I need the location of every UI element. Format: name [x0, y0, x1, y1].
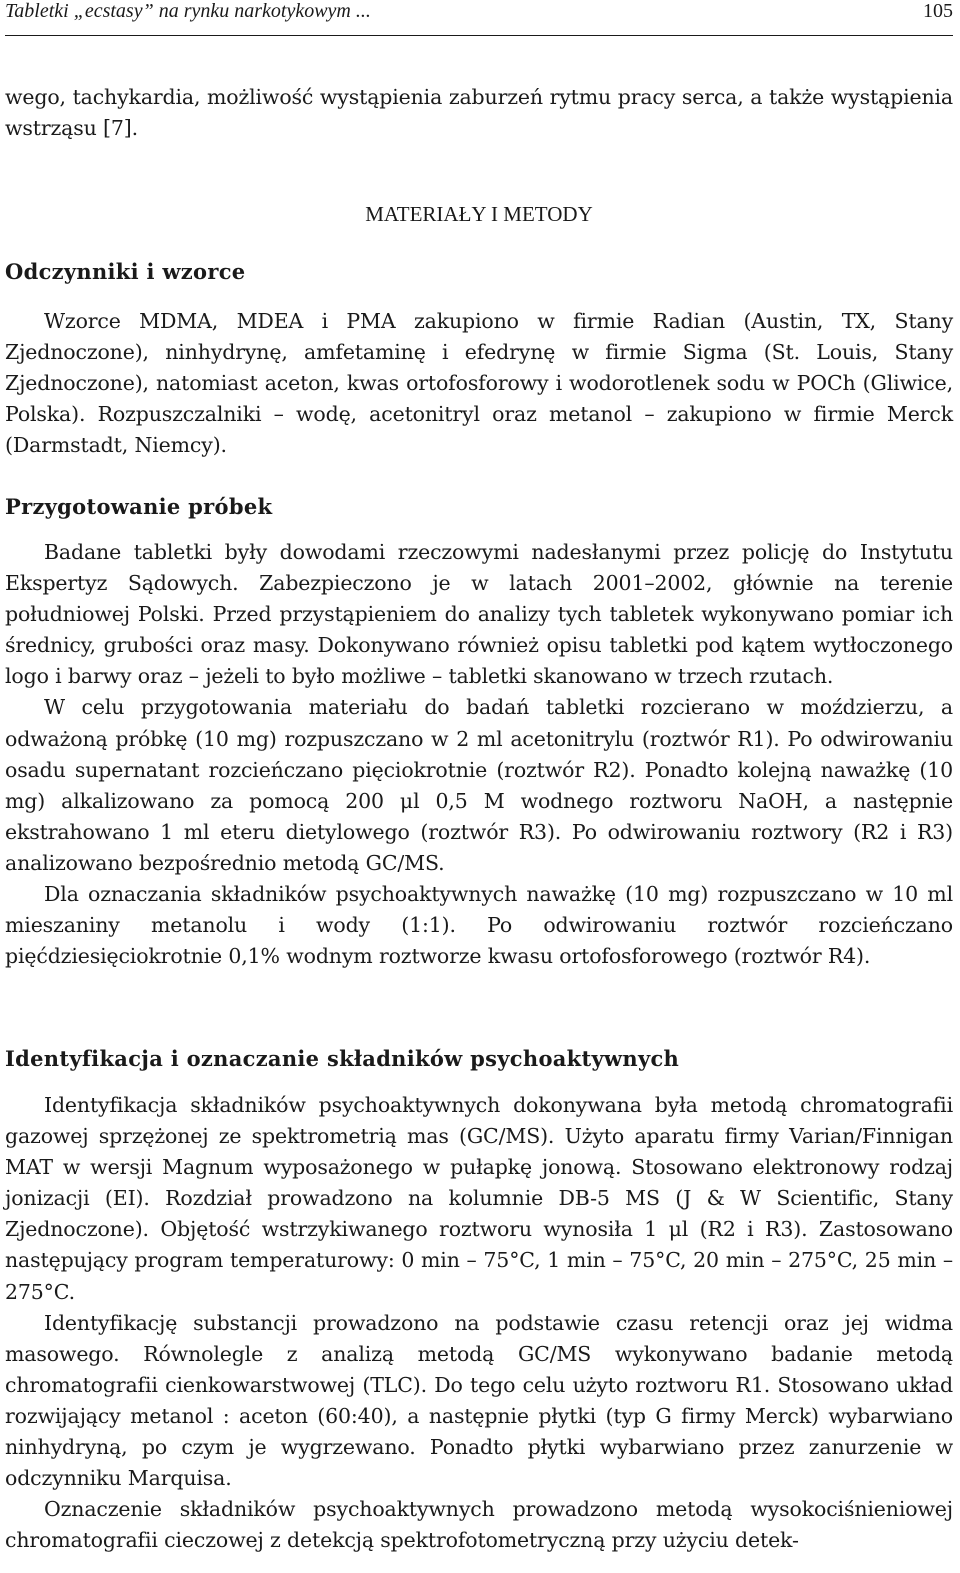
paragraph: Identyfikację substancji prowadzono na podstawie czasu retencji oraz jej widma masowego. Równolegle z analizą metodą GC/MS wykonywano badanie metodą chromatografii cienkowarstwowej (TLC). Do tego celu użyto roztworu R1. Stosowano układ rozwijający metanol : aceton (60:40), a następnie płytki (typ G firmy Merck) wybarwiano ninhydryną, po czym je wygrzewano. Ponadto płytki wybarwiano przez zanurzenie w odczynniku Marquisa.	[5, 1310, 953, 1491]
subheading-reagents: Odczynniki i wzorce	[5, 259, 246, 284]
reagents-block	[5, 306, 953, 461]
paragraph: Badane tabletki były dowodami rzeczowymi nadesłanymi przez policję do Instytutu Ekspertyz Sądowych. Zabezpieczono je w latach 2001–2002, głównie na terenie południowej Polski. Przed przystąpieniem do analizy tych tabletek wykonywano pomiar ich średnicy, grubości oraz masy. Dokonywano również opisu tabletki pod kątem wytłoczonego logo i barwy oraz – jeżeli to było możliwe – tabletki skanowano w trzech rzutach.	[5, 540, 953, 689]
running-header	[5, 0, 953, 24]
paragraph: Dla oznaczania składników psychoaktywnych naważkę (10 mg) rozpuszczano w 10 ml mieszaniny metanolu i wody (1:1). Po odwirowaniu roztwór rozcieńczano pięćdziesięciokrotnie 0,1% wodnym roztworze kwasu ortofosforowego (roztwór R4).	[5, 882, 953, 969]
running-title: Tabletki „ecstasy” na rynku narkotykowym ...	[5, 0, 371, 22]
subheading-identification: Identyfikacja i oznaczanie składników psychoaktywnych	[5, 1046, 680, 1071]
subheading-sample-prep: Przygotowanie próbek	[5, 494, 273, 519]
paragraph: Oznaczenie składników psychoaktywnych prowadzono metodą wysokociśnieniowej chromatografii cieczowej z detekcją spektrofotometryczną przy użyciu detek-	[5, 1497, 953, 1553]
section-title: MATERIAŁY I METODY	[365, 202, 593, 226]
paragraph: Identyfikacja składników psychoaktywnych dokonywana była metodą chromatografii gazowej sprzężonej ze spektrometrią mas (GC/MS). Użyto aparatu firmy Varian/Finnigan MAT w wersji Magnum wyposażonego w pułapkę jonową. Stosowano elektronowy rodzaj jonizacji (EI). Rozdział prowadzono na kolumnie DB-5 MS (J & W Scientific, Stany Zjednoczone). Objętość wstrzykiwanego roztworu wynosiła 1 μl (R2 i R3). Zastosowano następujący program temperaturowy: 0 min – 75°C, 1 min – 75°C, 20 min – 275°C, 25 min – 275°C.	[5, 1093, 953, 1304]
intro-paragraph: wego, tachykardia, możliwość wystąpienia zaburzeń rytmu pracy serca, a także wystąpienia wstrząsu [7].	[5, 85, 953, 141]
sample-prep-block	[5, 537, 953, 972]
page-number: 105	[923, 0, 953, 22]
paragraph: W celu przygotowania materiału do badań tabletki rozcierano w moździerzu, a odważoną próbkę (10 mg) rozpuszczano w 2 ml acetonitrylu (roztwór R1). Po odwirowaniu osadu supernatant rozcieńczano pięciokrotnie (roztwór R2). Ponadto kolejną naważkę (10 mg) alkalizowano za pomocą 200 μl 0,5 M wodnego roztworu NaOH, a następnie ekstrahowano 1 ml eteru dietylowego (roztwór R3). Po odwirowaniu roztwory (R2 i R3) analizowano bezpośrednio metodą GC/MS.	[5, 695, 953, 875]
intro-block	[5, 82, 953, 144]
identification-block	[5, 1090, 953, 1556]
header-rule	[5, 35, 953, 36]
paragraph: Wzorce MDMA, MDEA i PMA zakupiono w firmie Radian (Austin, TX, Stany Zjednoczone), ninhydrynę, amfetaminę i efedrynę w firmie Sigma (St. Louis, Stany Zjednoczone), natomiast aceton, kwas ortofosforowy i wodorotlenek sodu w POCh (Gliwice, Polska). Rozpuszczalniki – wodę, acetonitryl oraz metanol – zakupiono w firmie Merck (Darmstadt, Niemcy).	[5, 309, 953, 458]
